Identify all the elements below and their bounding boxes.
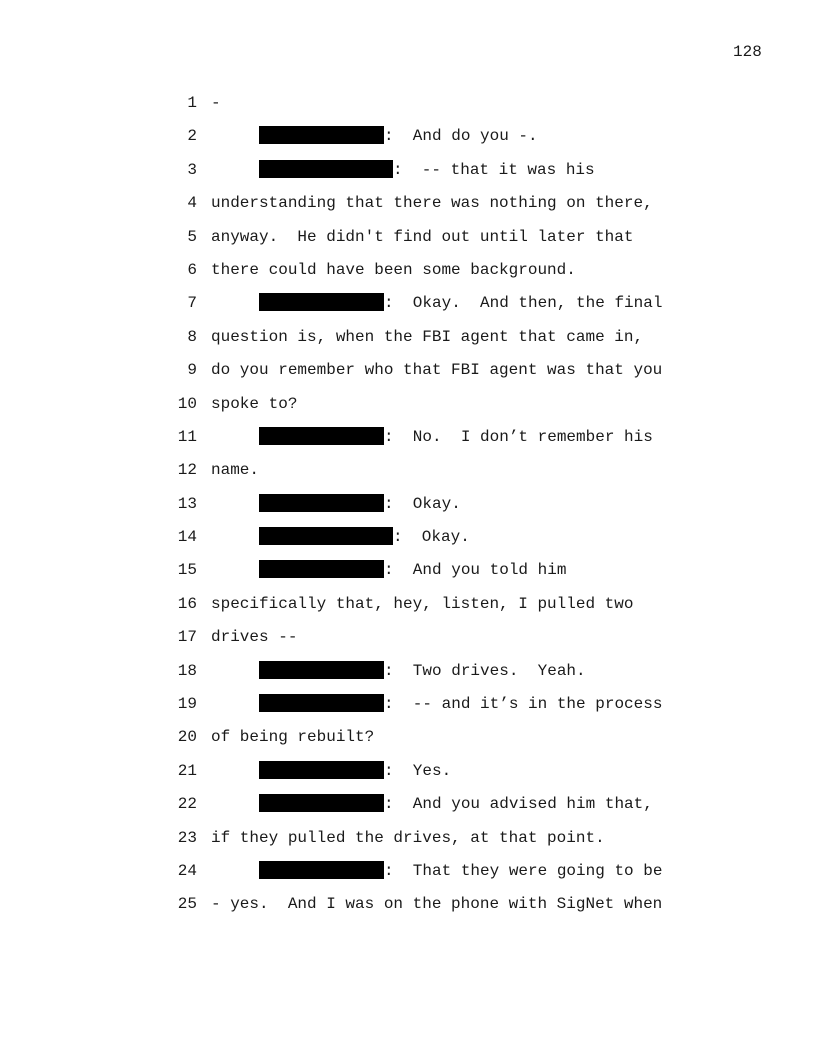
- line-text: : And do you -.: [384, 127, 538, 146]
- speaker-turn: [259, 293, 662, 313]
- transcript-line: [0, 894, 816, 927]
- transcript-line: [0, 828, 816, 861]
- line-text: : That they were going to be: [384, 861, 663, 880]
- transcript-line: [0, 761, 816, 794]
- line-text: question is, when the FBI agent that came in,: [211, 327, 644, 346]
- speaker-turn: [259, 661, 586, 681]
- line-number: 17: [177, 628, 197, 647]
- line-number: 14: [177, 528, 197, 547]
- transcript-line: [0, 861, 816, 894]
- redacted-speaker-name: [259, 661, 384, 679]
- speaker-turn: [259, 761, 451, 781]
- transcript-line: [0, 293, 816, 326]
- line-number: 13: [177, 494, 197, 513]
- transcript-line: [0, 727, 816, 760]
- speaker-turn: [259, 427, 653, 447]
- line-text: : Two drives. Yeah.: [384, 661, 586, 680]
- transcript-line: [0, 427, 816, 460]
- line-text: anyway. He didn't find out until later that: [211, 227, 634, 246]
- transcript-line: [0, 360, 816, 393]
- line-text: of being rebuilt?: [211, 728, 375, 747]
- transcript-line: [0, 661, 816, 694]
- page-number: 128: [733, 43, 762, 61]
- line-number: 9: [187, 361, 197, 380]
- transcript-line: [0, 560, 816, 593]
- line-number: 12: [177, 461, 197, 480]
- speaker-turn: [259, 527, 470, 547]
- line-number: 16: [177, 594, 197, 613]
- line-number: 3: [187, 160, 197, 179]
- transcript-line: [0, 527, 816, 560]
- line-text: specifically that, hey, listen, I pulled two: [211, 594, 634, 613]
- line-text: : And you advised him that,: [384, 795, 653, 814]
- redacted-speaker-name: [259, 694, 384, 712]
- line-text: -: [211, 94, 221, 112]
- line-text: : Okay.: [393, 528, 470, 547]
- transcript-line: [0, 227, 816, 260]
- line-text: if they pulled the drives, at that point.: [211, 828, 605, 847]
- line-text: drives --: [211, 628, 298, 647]
- line-text: : Okay.: [384, 494, 461, 513]
- transcript-line: [0, 160, 816, 193]
- transcript-line: [0, 260, 816, 293]
- transcript-line: [0, 327, 816, 360]
- line-text: name.: [211, 461, 260, 480]
- line-number: 2: [187, 127, 197, 146]
- redacted-speaker-name: [259, 761, 384, 779]
- transcript: [0, 93, 816, 928]
- transcript-line: [0, 126, 816, 159]
- line-text: : Okay. And then, the final: [384, 294, 663, 313]
- line-number: 24: [177, 861, 197, 880]
- speaker-turn: [259, 160, 595, 180]
- transcript-line: [0, 627, 816, 660]
- line-text: understanding that there was nothing on there,: [211, 194, 653, 213]
- line-number: 18: [177, 661, 197, 680]
- line-text: do you remember who that FBI agent was that you: [211, 361, 663, 380]
- redacted-speaker-name: [259, 427, 384, 445]
- transcript-line: [0, 594, 816, 627]
- redacted-speaker-name: [259, 527, 393, 545]
- line-number: 21: [177, 761, 197, 780]
- redacted-speaker-name: [259, 861, 384, 879]
- speaker-turn: [259, 494, 461, 514]
- line-text: : No. I don’t remember his: [384, 427, 653, 446]
- line-number: 15: [177, 561, 197, 580]
- transcript-line: [0, 694, 816, 727]
- line-number: 5: [187, 227, 197, 246]
- redacted-speaker-name: [259, 293, 384, 311]
- transcript-line: [0, 494, 816, 527]
- transcript-line: [0, 93, 816, 126]
- transcript-line: [0, 394, 816, 427]
- line-number: 23: [177, 828, 197, 847]
- line-number: 10: [177, 394, 197, 413]
- line-text: : And you told him: [384, 561, 567, 580]
- line-number: 25: [177, 895, 197, 914]
- line-text: : -- that it was his: [393, 160, 595, 179]
- transcript-line: [0, 794, 816, 827]
- speaker-turn: [259, 794, 653, 814]
- line-text: : Yes.: [384, 761, 452, 780]
- line-text: there could have been some background.: [211, 260, 576, 279]
- line-number: 11: [177, 427, 197, 446]
- line-text: spoke to?: [211, 394, 298, 413]
- redacted-speaker-name: [259, 160, 393, 178]
- line-number: 7: [187, 294, 197, 313]
- line-number: 6: [187, 260, 197, 279]
- redacted-speaker-name: [259, 126, 384, 144]
- line-text: : -- and it’s in the process: [384, 695, 663, 714]
- line-number: 22: [177, 795, 197, 814]
- speaker-turn: [259, 694, 662, 714]
- line-number: 20: [177, 728, 197, 747]
- speaker-turn: [259, 861, 662, 881]
- line-number: 1: [187, 94, 197, 112]
- redacted-speaker-name: [259, 794, 384, 812]
- speaker-turn: [259, 126, 538, 146]
- transcript-line: [0, 193, 816, 226]
- redacted-speaker-name: [259, 494, 384, 512]
- line-text: - yes. And I was on the phone with SigNet when: [211, 895, 663, 914]
- speaker-turn: [259, 560, 566, 580]
- line-number: 4: [187, 194, 197, 213]
- line-number: 8: [187, 327, 197, 346]
- transcript-line: [0, 460, 816, 493]
- redacted-speaker-name: [259, 560, 384, 578]
- line-number: 19: [177, 695, 197, 714]
